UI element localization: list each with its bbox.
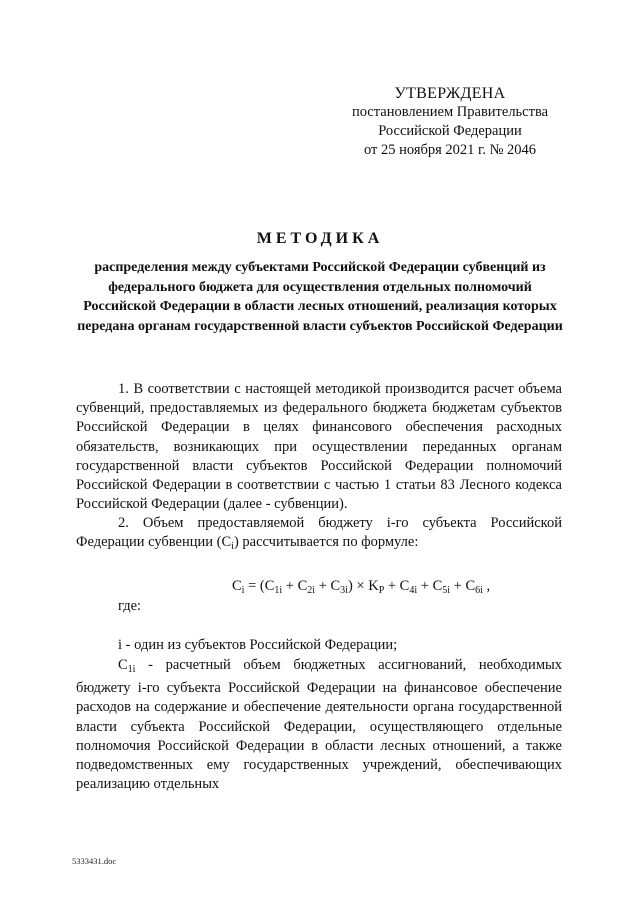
formula-part: + C [282,578,308,594]
formula [232,578,552,596]
formula-subscript: P [378,585,385,596]
paragraph-2-text-a: 2. Объем предоставляемой бюджету i-го субъекта Российской Федерации субвенции (C [76,515,562,551]
where-label: где: [118,598,142,614]
approval-line-3: от 25 ноября 2021 г. № 2046 [363,142,537,158]
definition-c1-symbol: C [118,657,128,673]
approval-block [330,84,570,160]
formula-subscript: 6i [475,585,483,596]
formula-subscript: 3i [340,585,348,596]
approval-line-1: постановлением Правительства [351,104,549,120]
formula-part: + C [417,578,443,594]
formula-subscript: i [241,585,245,596]
formula-part: , [482,578,491,594]
formula-part: + C [450,578,476,594]
paragraph-2-subscript: i [231,541,234,553]
formula-part: ) × K [347,578,379,594]
document-heading: МЕТОДИКА [256,230,384,247]
formula-subscript: 1i [274,585,283,596]
approval-line-2: Российской Федерации [378,123,522,139]
formula-part: C [232,578,242,594]
definition-c1-subscript: 1i [127,664,136,675]
paragraph-2 [76,514,562,556]
formula-subscript: 2i [307,585,316,596]
formula-part: + C [384,578,410,594]
document-subtitle: распределения между субъектами Российской Федерации субвенций из федерального бюджета для осуществления отдельных полномочий Российской Федерации в области лесных отношений, реализация которых передана органам государственной власти субъектов Российской Федерации [77,260,563,334]
approval-title: УТВЕРЖДЕНА [394,85,506,102]
formula-subscript: 4i [409,585,418,596]
paragraph-2-text-b: ) рассчитывается по формуле: [233,534,419,551]
formula-subscript: 5i [442,585,451,596]
definition-c1-text: - расчетный объем бюджетных ассигнований, необходимых бюджету i-го субъекта Российской Федерации на финансовое обеспечение расходов на содержание и обеспечение деятельности органа государственной власти субъекта Российской Федерации, осуществляющего отдельные полномочия Российской Федерации в области лесных отношений, а также подведомственных ему государственных учреждений, обеспечивающих реализацию отдельных [76,657,562,793]
definition-i: i - один из субъектов Российской Федерации; [118,637,398,653]
file-footer: 5333431.doc [72,856,117,866]
formula-part: + C [315,578,341,594]
paragraph-1: 1. В соответствии с настоящей методикой производится расчет объема субвенций, предоставляемых из федерального бюджета бюджетам субъектов Российской Федерации в целях финансового обеспечения расходных обязательств, возникающих при осуществлении переданных органам государственной власти субъектов Российской Федерации полномочий Российской Федерации в соответствии с частью 1 статьи 83 Лесного кодекса Российской Федерации (далее - субвенции). [76,381,562,513]
formula-part: = (C [244,578,275,594]
definition-c1 [76,656,562,794]
